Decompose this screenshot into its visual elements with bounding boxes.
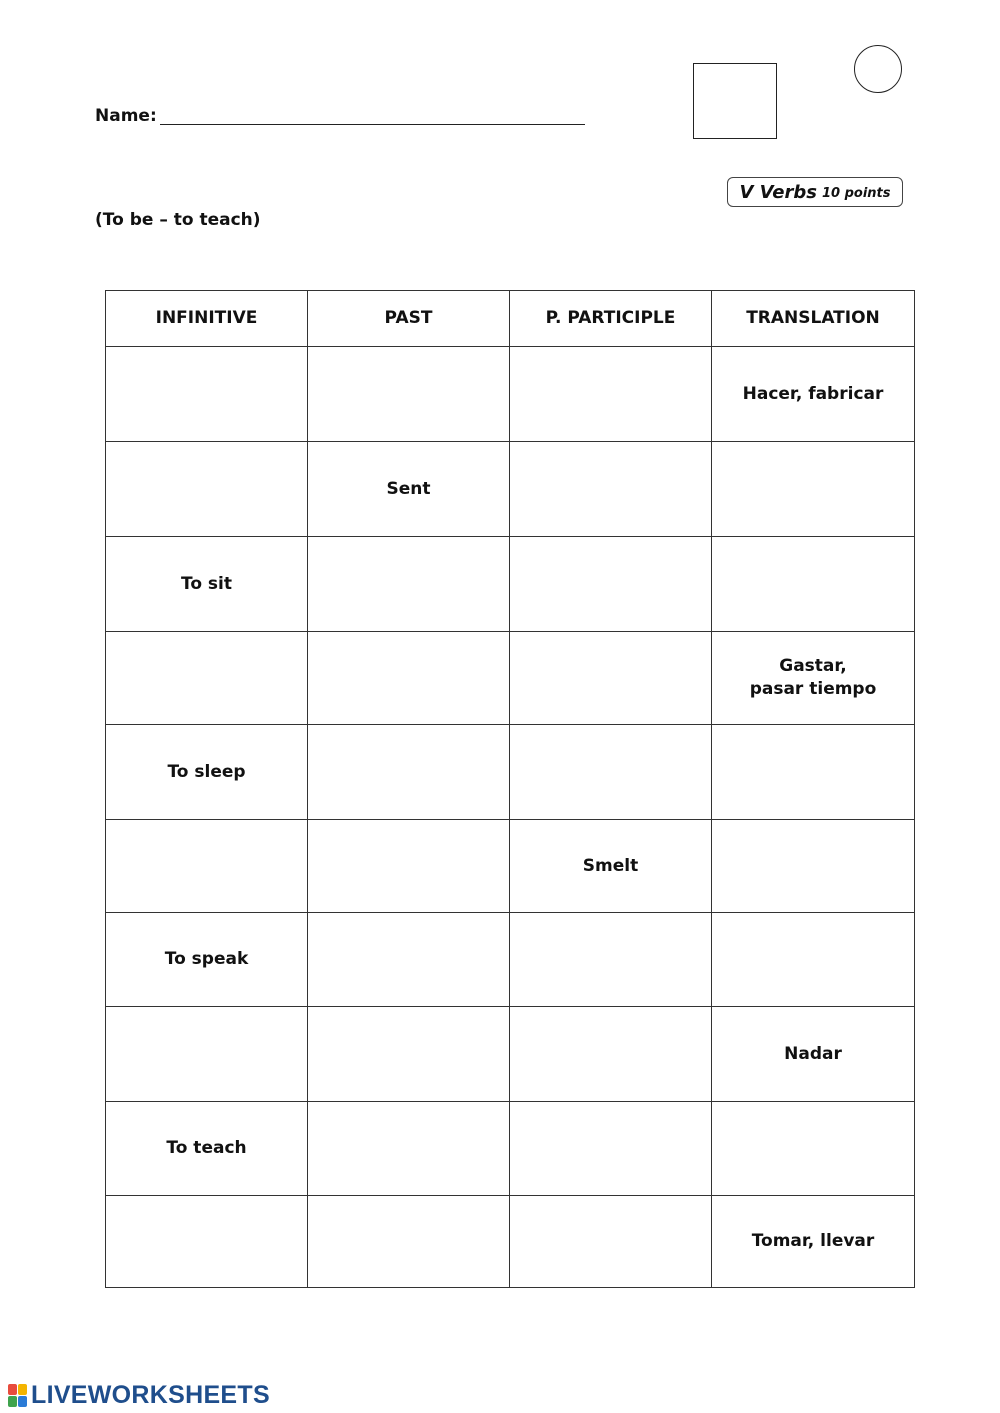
cell-past[interactable] bbox=[308, 347, 510, 442]
cell-past-participle[interactable] bbox=[510, 725, 712, 820]
cell-past: Sent bbox=[308, 442, 510, 537]
liveworksheets-logo[interactable] bbox=[8, 1381, 270, 1410]
cell-infinitive[interactable] bbox=[106, 1007, 308, 1102]
table-row bbox=[106, 537, 915, 632]
cell-past-participle[interactable] bbox=[510, 913, 712, 1007]
cell-translation: Nadar bbox=[712, 1007, 915, 1102]
cell-past-participle[interactable] bbox=[510, 347, 712, 442]
cell-infinitive: To speak bbox=[106, 913, 308, 1007]
table-row bbox=[106, 1007, 915, 1102]
cell-infinitive[interactable] bbox=[106, 347, 308, 442]
score-box bbox=[693, 63, 777, 139]
verbs-table bbox=[105, 290, 915, 1288]
cell-translation[interactable] bbox=[712, 725, 915, 820]
cell-translation: Gastar, pasar tiempo bbox=[712, 632, 915, 725]
cell-past[interactable] bbox=[308, 725, 510, 820]
cell-infinitive: To teach bbox=[106, 1102, 308, 1196]
score-circle bbox=[854, 45, 902, 93]
cell-translation: Tomar, llevar bbox=[712, 1196, 915, 1288]
cell-translation[interactable] bbox=[712, 913, 915, 1007]
cell-past-participle: Smelt bbox=[510, 820, 712, 913]
cell-past-participle[interactable] bbox=[510, 537, 712, 632]
table-header-row bbox=[106, 291, 915, 347]
cell-past-participle[interactable] bbox=[510, 1102, 712, 1196]
cell-past[interactable] bbox=[308, 632, 510, 725]
cell-infinitive[interactable] bbox=[106, 1196, 308, 1288]
cell-infinitive: To sit bbox=[106, 537, 308, 632]
cell-past[interactable] bbox=[308, 1007, 510, 1102]
logo-text: LIVEWORKSHEETS bbox=[31, 1381, 270, 1409]
cell-infinitive[interactable] bbox=[106, 820, 308, 913]
cell-past[interactable] bbox=[308, 1102, 510, 1196]
column-header-past-participle: P. PARTICIPLE bbox=[510, 291, 712, 347]
cell-past[interactable] bbox=[308, 820, 510, 913]
cell-translation[interactable] bbox=[712, 442, 915, 537]
cell-translation[interactable] bbox=[712, 537, 915, 632]
cell-infinitive[interactable] bbox=[106, 632, 308, 725]
column-header-infinitive: INFINITIVE bbox=[106, 291, 308, 347]
table-row bbox=[106, 725, 915, 820]
cell-past[interactable] bbox=[308, 1196, 510, 1288]
cell-past-participle[interactable] bbox=[510, 632, 712, 725]
verbs-badge bbox=[727, 177, 903, 207]
cell-past-participle[interactable] bbox=[510, 1007, 712, 1102]
column-header-translation: TRANSLATION bbox=[712, 291, 915, 347]
name-input-line[interactable] bbox=[160, 124, 585, 125]
table-row bbox=[106, 442, 915, 537]
cell-infinitive[interactable] bbox=[106, 442, 308, 537]
cell-infinitive: To sleep bbox=[106, 725, 308, 820]
table-row bbox=[106, 347, 915, 442]
cell-past[interactable] bbox=[308, 913, 510, 1007]
table-row bbox=[106, 1102, 915, 1196]
column-header-past: PAST bbox=[308, 291, 510, 347]
worksheet-subtitle: (To be – to teach) bbox=[95, 210, 261, 230]
table-row bbox=[106, 913, 915, 1007]
cell-past-participle[interactable] bbox=[510, 442, 712, 537]
cell-translation[interactable] bbox=[712, 1102, 915, 1196]
table-row bbox=[106, 632, 915, 725]
name-label: Name: bbox=[95, 106, 157, 126]
badge-points: 10 points bbox=[821, 186, 891, 201]
cell-translation[interactable] bbox=[712, 820, 915, 913]
cell-translation: Hacer, fabricar bbox=[712, 347, 915, 442]
cell-past-participle[interactable] bbox=[510, 1196, 712, 1288]
logo-blocks-icon bbox=[8, 1384, 28, 1408]
cell-past[interactable] bbox=[308, 537, 510, 632]
table-row bbox=[106, 820, 915, 913]
badge-title: V Verbs bbox=[739, 181, 817, 203]
table-row bbox=[106, 1196, 915, 1288]
